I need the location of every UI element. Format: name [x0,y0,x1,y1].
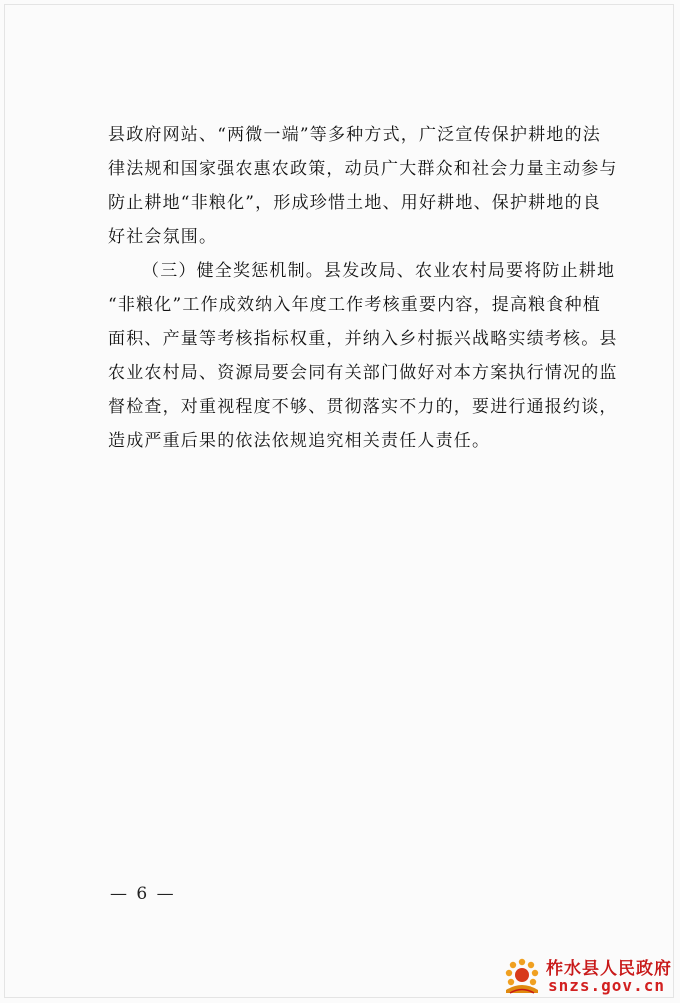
text-line: 县政府网站、“两微一端”等多种方式，广泛宣传保护耕地的法 [108,125,601,145]
text-line: 防止耕地“非粮化”，形成珍惜土地、用好耕地、保护耕地的良 [108,193,601,213]
text-line: 好社会氛围。 [108,227,218,247]
text-line: 农业农村局、资源局要会同有关部门做好对本方案执行情况的监 [108,363,618,383]
text-line: “非粮化”工作成效纳入年度工作考核重要内容，提高粮食种植 [108,295,601,315]
text-line: 面积、产量等考核指标权重，并纳入乡村振兴战略实绩考核。县 [108,329,618,349]
sunflower-emblem-icon [502,956,542,996]
watermark-title: 柞水县人民政府 [546,959,672,979]
text-line: 造成严重后果的依法依规追究相关责任人责任。 [108,431,491,451]
section-heading-line: （三）健全奖惩机制。县发改局、农业农村局要将防止耕地 [142,261,616,281]
text-line: 督检查，对重视程度不够、贯彻落实不力的，要进行通报约谈， [108,397,618,417]
page-number: — 6 — [110,884,176,904]
text-line: 律法规和国家强农惠农政策，动员广大群众和社会力量主动参与 [108,159,618,179]
body-text [108,118,618,458]
watermark-url[interactable]: snzs.gov.cn [548,976,665,995]
site-watermark [500,950,678,1000]
